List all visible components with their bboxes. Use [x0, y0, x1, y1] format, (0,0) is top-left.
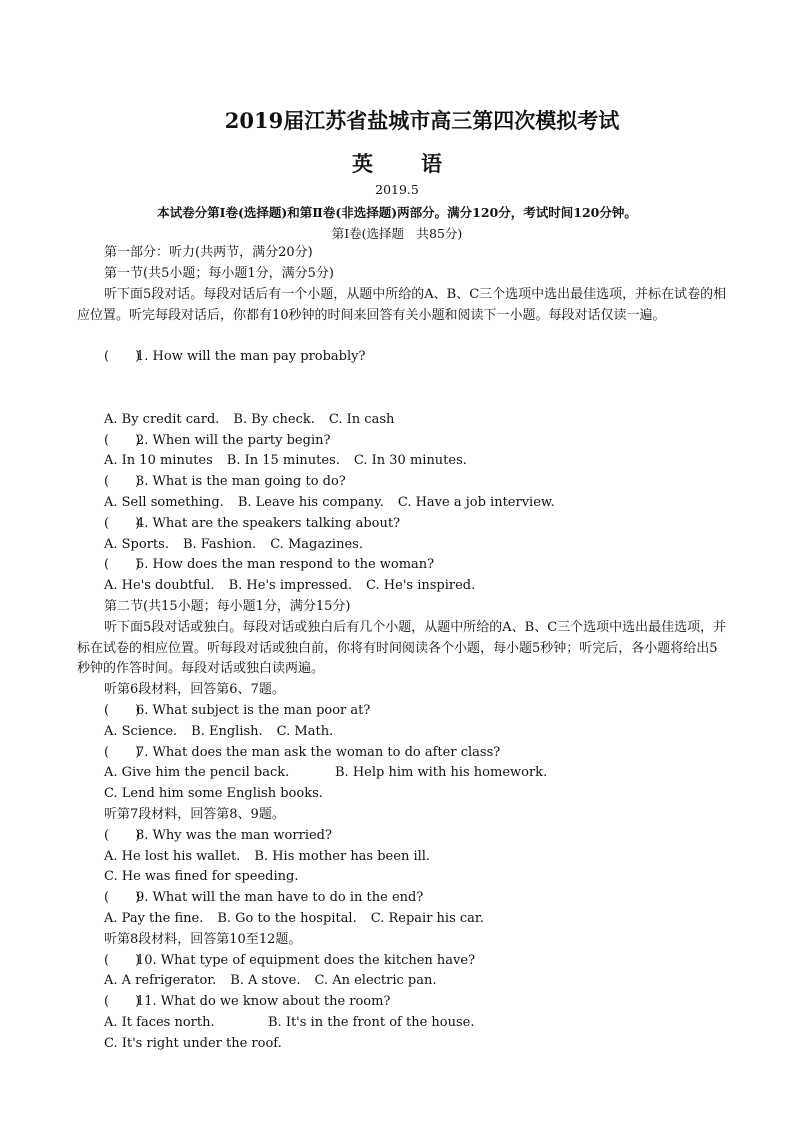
- question-10-options: [104, 972, 437, 990]
- option-b: B. Fashion.: [182, 537, 257, 552]
- option-b: B. English.: [191, 724, 263, 739]
- question-8-options-ab: [104, 848, 430, 866]
- option-b: B. He's impressed.: [228, 578, 353, 593]
- question-stem: 11. What do we know about the room?: [136, 994, 391, 1009]
- answer-blank[interactable]: ( ): [104, 994, 141, 1009]
- exam-instructions: 本试卷分第Ⅰ卷(选择题)和第Ⅱ卷(非选择题)两部分。满分120分，考试时间120分钟。: [157, 205, 637, 220]
- answer-blank[interactable]: ( ): [104, 953, 141, 968]
- option-a: A. In 10 minutes: [104, 453, 213, 468]
- option-c: C. Magazines.: [270, 537, 363, 552]
- material-8-heading: 听第8段材料，回答第10至12题。: [104, 932, 302, 947]
- question-3-options: [104, 494, 555, 512]
- question-5: [104, 556, 434, 574]
- option-c: C. An electric pan.: [314, 973, 437, 988]
- option-b: B. Leave his company.: [237, 495, 384, 510]
- answer-blank[interactable]: ( ): [104, 516, 141, 531]
- question-3: [104, 473, 346, 491]
- option-c: C. Repair his car.: [370, 911, 484, 926]
- question-11-option-c: [104, 1035, 282, 1053]
- question-2-options: [104, 452, 467, 470]
- question-stem: 8. Why was the man worried?: [136, 828, 332, 843]
- option-a: A. He's doubtful.: [104, 578, 215, 593]
- question-10: [104, 952, 475, 970]
- option-b: B. A stove.: [230, 973, 301, 988]
- option-c: C. In cash: [328, 412, 395, 427]
- answer-blank[interactable]: ( ): [104, 433, 141, 448]
- volume-heading: 第Ⅰ卷(选择题 共85分): [331, 226, 463, 241]
- option-c: C. He's inspired.: [366, 578, 476, 593]
- option-b: B. His mother has been ill.: [254, 849, 431, 864]
- exam-date: 2019.5: [375, 182, 419, 197]
- question-2: [104, 432, 330, 450]
- option-c: C. It's right under the roof.: [104, 1036, 282, 1051]
- option-a: A. He lost his wallet.: [104, 849, 241, 864]
- option-c: C. Have a job interview.: [397, 495, 555, 510]
- section2-title: 第二节(共15小题；每小题1分，满分15分): [104, 599, 351, 614]
- answer-blank[interactable]: ( ): [104, 557, 141, 572]
- option-b: B. Go to the hospital.: [217, 911, 357, 926]
- question-stem: 9. What will the man have to do in the end?: [136, 890, 424, 905]
- option-b: B. In 15 minutes.: [226, 453, 340, 468]
- section2-directions-text: 听下面5段对话或独白。每段对话或独白后有几个小题，从题中所给的A、B、C三个选项中选出最佳选项，并标在试卷的相应位置。听每段对话或独白前，你将有时间阅读各个小题，每小题5秒钟；听完后，各小题将给出5秒钟的作答时间。每段对话或独白读两遍。: [77, 620, 727, 677]
- subject-title: [0, 148, 794, 178]
- option-a: A. Pay the fine.: [104, 911, 204, 926]
- subject-char-1: 英: [352, 151, 373, 176]
- option-c: C. He was fined for speeding.: [104, 869, 299, 884]
- question-stem: 4. What are the speakers talking about?: [136, 516, 401, 531]
- question-7-options-ab: [104, 764, 547, 782]
- question-1: [104, 348, 365, 366]
- question-4: [104, 515, 400, 533]
- question-11: [104, 993, 390, 1011]
- question-11-options-ab: [104, 1014, 474, 1032]
- option-a: A. Sports.: [104, 537, 169, 552]
- section2-directions: [77, 618, 727, 680]
- option-a: A. Science.: [104, 724, 178, 739]
- question-stem: 5. How does the man respond to the woman?: [136, 557, 435, 572]
- question-stem: 3. What is the man going to do?: [136, 474, 346, 489]
- part1-title: 第一部分：听力(共两节，满分20分): [104, 245, 313, 260]
- option-b: B. Help him with his homework.: [335, 765, 548, 780]
- question-8-option-c: [104, 868, 298, 886]
- question-stem: 6. What subject is the man poor at?: [136, 703, 371, 718]
- exam-title: 2019届江苏省盐城市高三第四次模拟考试: [224, 108, 620, 133]
- option-c: C. Math.: [276, 724, 334, 739]
- question-stem: 2. When will the party begin?: [136, 433, 331, 448]
- answer-blank[interactable]: ( ): [104, 349, 141, 364]
- question-9: [104, 889, 423, 907]
- question-5-options: [104, 577, 475, 595]
- option-c: C. In 30 minutes.: [353, 453, 467, 468]
- question-stem: 7. What does the man ask the woman to do after class?: [136, 745, 501, 760]
- answer-blank[interactable]: ( ): [104, 745, 141, 760]
- question-7-option-c: [104, 785, 323, 803]
- answer-blank[interactable]: ( ): [104, 890, 141, 905]
- question-8: [104, 827, 332, 845]
- section1-title: 第一节(共5小题；每小题1分，满分5分): [104, 266, 334, 281]
- answer-blank[interactable]: ( ): [104, 703, 141, 718]
- material-7-heading: 听第7段材料，回答第8、9题。: [104, 807, 285, 822]
- question-stem: 10. What type of equipment does the kitchen have?: [136, 953, 476, 968]
- question-stem: 1. How will the man pay probably?: [136, 349, 366, 364]
- question-4-options: [104, 536, 363, 554]
- option-a: A. By credit card.: [104, 412, 220, 427]
- answer-blank[interactable]: ( ): [104, 474, 141, 489]
- option-a: A. Sell something.: [104, 495, 224, 510]
- option-b: B. It's in the front of the house.: [268, 1015, 475, 1030]
- question-6: [104, 702, 370, 720]
- option-a: A. A refrigerator.: [104, 973, 217, 988]
- question-7: [104, 744, 500, 762]
- answer-blank[interactable]: ( ): [104, 828, 141, 843]
- option-a: A. It faces north.: [104, 1015, 215, 1030]
- section1-directions: [77, 285, 727, 326]
- material-6-heading: 听第6段材料，回答第6、7题。: [104, 682, 285, 697]
- subject-char-2: 语: [421, 151, 442, 176]
- question-1-options: [104, 411, 394, 429]
- question-6-options: [104, 723, 333, 741]
- section1-directions-text: 听下面5段对话。每段对话后有一个小题，从题中所给的A、B、C三个选项中选出最佳选项，并标在试卷的相应位置。听完每段对话后，你都有10秒钟的时间来回答有关小题和阅读下一小题。每段对话仅读一遍。: [77, 287, 727, 323]
- question-9-options: [104, 910, 484, 928]
- option-c: C. Lend him some English books.: [104, 786, 323, 801]
- option-b: B. By check.: [233, 412, 315, 427]
- option-a: A. Give him the pencil back.: [104, 765, 290, 780]
